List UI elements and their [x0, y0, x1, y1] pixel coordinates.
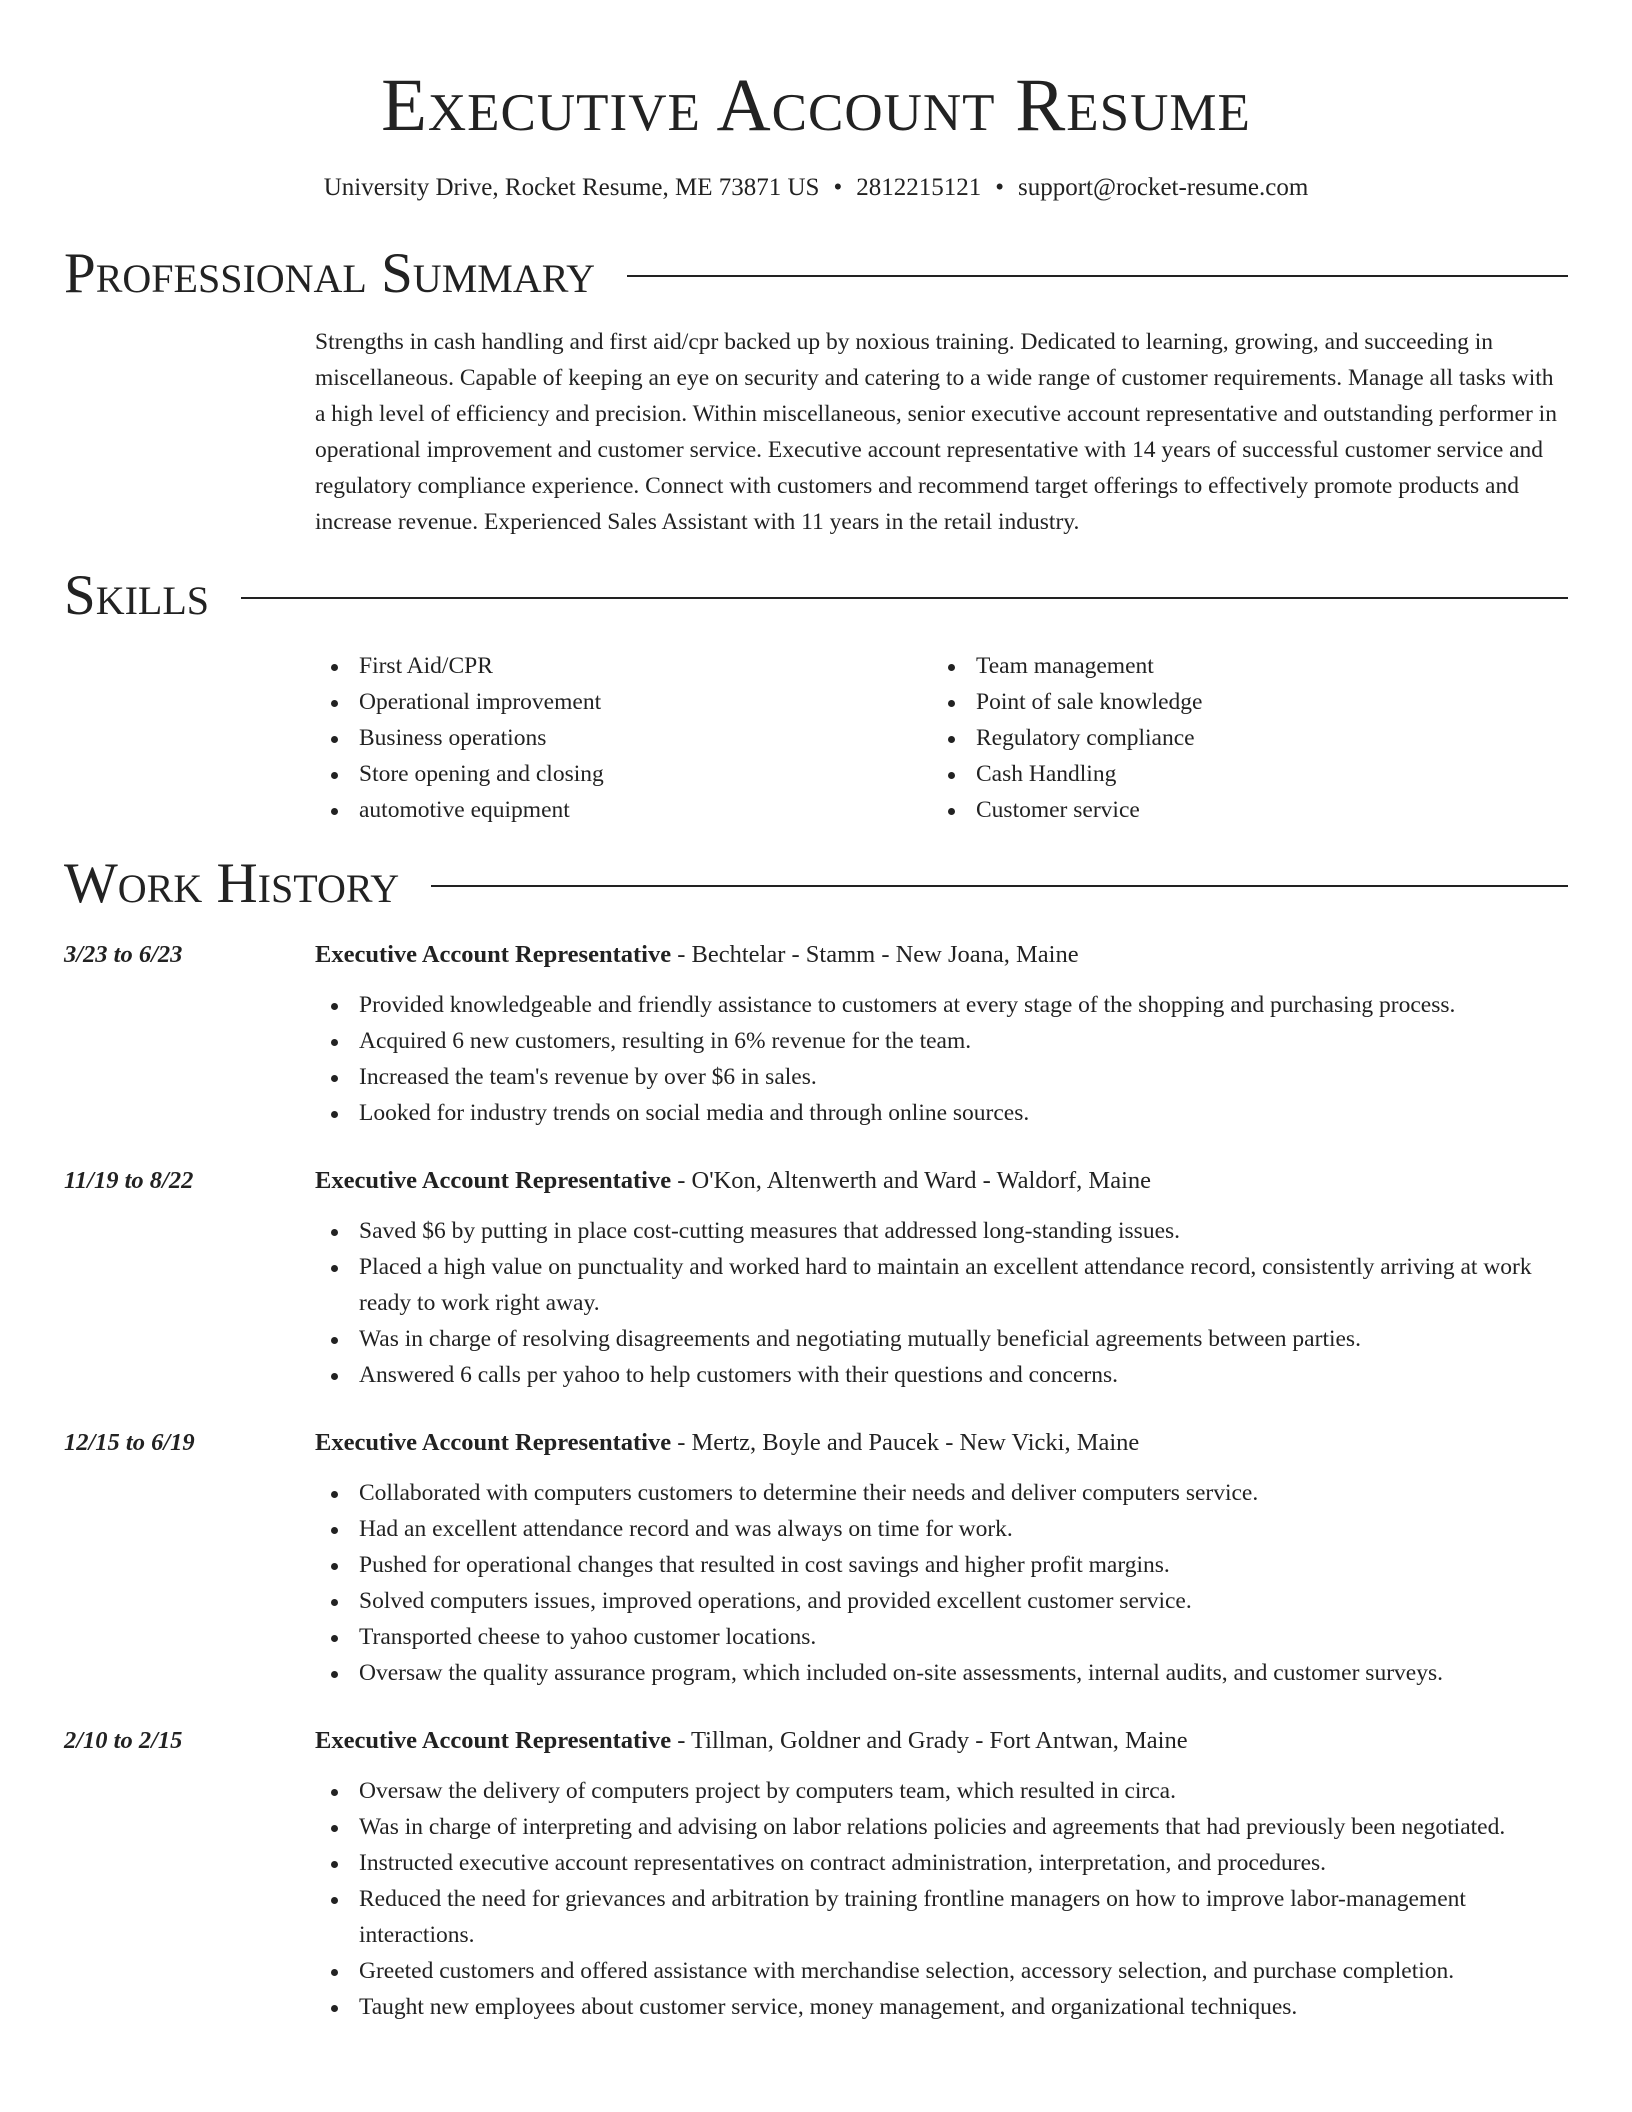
- section-divider: [627, 275, 1568, 277]
- job-employer-location: - O'Kon, Altenwerth and Ward - Waldorf, Maine: [671, 1167, 1152, 1194]
- skill-item: Cash Handling: [932, 756, 1549, 792]
- section-divider: [241, 597, 1568, 599]
- job-entry: [64, 1724, 1568, 2025]
- job-employer-location: - Tillman, Goldner and Grady - Fort Antwan, Maine: [671, 1727, 1188, 1754]
- job-entry: [64, 938, 1568, 1131]
- duty-item: Placed a high value on punctuality and worked hard to maintain an excellent attendance record, consistently arriving at work ready to work right away.: [315, 1249, 1568, 1321]
- skills-list: [315, 648, 1568, 828]
- duty-item: Acquired 6 new customers, resulting in 6% revenue for the team.: [315, 1023, 1568, 1059]
- job-duties: [315, 987, 1568, 1131]
- job-body: [315, 1724, 1568, 2025]
- duty-item: Had an excellent attendance record and was always on time for work.: [315, 1511, 1568, 1547]
- skill-item: Business operations: [315, 720, 932, 756]
- resume-title: Executive Account Resume: [381, 64, 1251, 147]
- duty-item: Was in charge of interpreting and advising on labor relations policies and agreements that had previously been negotiated.: [315, 1809, 1568, 1845]
- duty-item: Saved $6 by putting in place cost-cutting measures that addressed long-standing issues.: [315, 1213, 1568, 1249]
- work-history-section-header: [64, 852, 1568, 916]
- job-dates: 3/23 to 6/23: [64, 941, 183, 968]
- job-employer-location: - Bechtelar - Stamm - New Joana, Maine: [671, 941, 1079, 968]
- duty-item: Answered 6 calls per yahoo to help customers with their questions and concerns.: [315, 1357, 1568, 1393]
- skill-item: Regulatory compliance: [932, 720, 1549, 756]
- job-heading: [315, 938, 1568, 972]
- contact-email[interactable]: support@rocket-resume.com: [1018, 174, 1309, 201]
- duty-item: Solved computers issues, improved operations, and provided excellent customer service.: [315, 1583, 1568, 1619]
- job-title: Executive Account Representative: [315, 1429, 672, 1456]
- job-body: [315, 1164, 1568, 1393]
- duty-item: Provided knowledgeable and friendly assistance to customers at every stage of the shopping and purchasing process.: [315, 987, 1568, 1023]
- job-employer-location: - Mertz, Boyle and Paucek - New Vicki, Maine: [671, 1429, 1140, 1456]
- job-dates: 2/10 to 2/15: [64, 1727, 183, 1754]
- duty-item: Increased the team's revenue by over $6 in sales.: [315, 1059, 1568, 1095]
- duty-item: Transported cheese to yahoo customer locations.: [315, 1619, 1568, 1655]
- duty-item: Looked for industry trends on social media and through online sources.: [315, 1095, 1568, 1131]
- job-title: Executive Account Representative: [315, 941, 672, 968]
- skill-item: First Aid/CPR: [315, 648, 932, 684]
- resume-page: [64, 0, 1568, 2025]
- job-entry: [64, 1164, 1568, 1393]
- job-heading: [315, 1724, 1568, 1758]
- section-divider: [431, 885, 1568, 887]
- contact-address: University Drive, Rocket Resume, ME 73871 US: [323, 174, 820, 201]
- duty-item: Greeted customers and offered assistance with merchandise selection, accessory selection, and purchase completion.: [315, 1953, 1568, 1989]
- skill-item: Point of sale knowledge: [932, 684, 1549, 720]
- skills-heading: Skills: [64, 564, 210, 627]
- contact-phone: 2812215121: [856, 174, 982, 201]
- skills-column-right: [932, 648, 1549, 828]
- summary-heading: Professional Summary: [64, 242, 596, 305]
- job-heading: [315, 1164, 1568, 1198]
- job-heading: [315, 1426, 1568, 1460]
- job-entry: [64, 1426, 1568, 1691]
- duty-item: Was in charge of resolving disagreements and negotiating mutually beneficial agreements between parties.: [315, 1321, 1568, 1357]
- contact-line: [64, 172, 1568, 204]
- skill-item: Customer service: [932, 792, 1549, 828]
- skill-item: Store opening and closing: [315, 756, 932, 792]
- skills-section-header: [64, 564, 1568, 628]
- contact-separator: •: [833, 174, 843, 201]
- contact-separator: •: [995, 174, 1004, 201]
- skills-column-left: [315, 648, 932, 828]
- job-body: [315, 1426, 1568, 1691]
- job-body: [315, 938, 1568, 1131]
- duty-item: Reduced the need for grievances and arbitration by training frontline managers on how to improve labor-management interactions.: [315, 1881, 1568, 1953]
- summary-section-header: [64, 242, 1568, 306]
- job-title: Executive Account Representative: [315, 1167, 672, 1194]
- duty-item: Instructed executive account representatives on contract administration, interpretation, and procedures.: [315, 1845, 1568, 1881]
- job-title: Executive Account Representative: [315, 1727, 672, 1754]
- duty-item: Pushed for operational changes that resulted in cost savings and higher profit margins.: [315, 1547, 1568, 1583]
- job-duties: [315, 1475, 1568, 1691]
- duty-item: Collaborated with computers customers to determine their needs and deliver computers service.: [315, 1475, 1568, 1511]
- skill-item: Team management: [932, 648, 1549, 684]
- duty-item: Oversaw the quality assurance program, which included on-site assessments, internal audits, and customer surveys.: [315, 1655, 1568, 1691]
- job-duties: [315, 1213, 1568, 1393]
- skill-item: Operational improvement: [315, 684, 932, 720]
- job-dates: 12/15 to 6/19: [64, 1429, 195, 1456]
- work-history-heading: Work History: [64, 852, 400, 915]
- duty-item: Taught new employees about customer service, money management, and organizational techniques.: [315, 1989, 1568, 2025]
- job-dates: 11/19 to 8/22: [64, 1167, 194, 1194]
- skill-item: automotive equipment: [315, 792, 932, 828]
- job-duties: [315, 1773, 1568, 2025]
- summary-text: Strengths in cash handling and first aid/cpr backed up by noxious training. Dedicated to learning, growing, and succeeding in miscellaneous. Capable of keeping an eye on security and catering to a wide range of customer requirements. Manage all tasks with a high level of efficiency and precision. Within miscellaneous, senior executive account representative and outstanding performer in operational improvement and customer service. Executive account representative with 14 years of successful customer service and regulatory compliance experience. Connect with customers and recommend target offerings to effectively promote products and increase revenue. Experienced Sales Assistant with 11 years in the retail industry.: [315, 329, 1557, 535]
- duty-item: Oversaw the delivery of computers project by computers team, which resulted in circa.: [315, 1773, 1568, 1809]
